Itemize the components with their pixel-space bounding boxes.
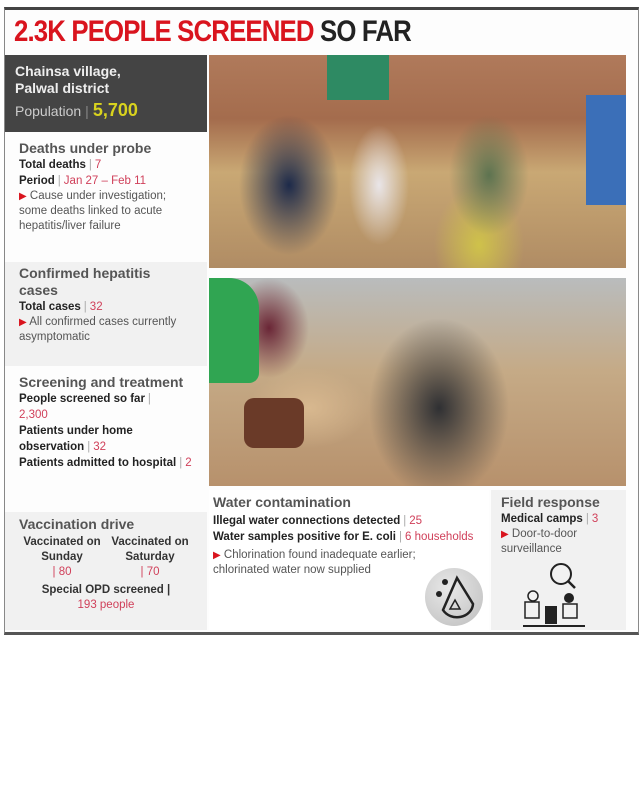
screening-section <box>5 374 207 471</box>
field-note: ▶ Door-to-door surveillance <box>501 528 578 555</box>
headline <box>14 15 411 49</box>
contaminated-water-drop-icon <box>425 568 483 626</box>
photo-courtyard-screening <box>209 55 626 268</box>
hospital-row: Patients admitted to hospital | 2 <box>19 457 192 469</box>
field-title: Field response <box>501 494 600 510</box>
location-panel <box>5 55 207 132</box>
ecoli-row: Water samples positive for E. coli | 6 households <box>213 531 474 543</box>
water-section <box>209 490 489 630</box>
screened-row: People screened so far | 2,300 <box>19 393 151 421</box>
arrow-icon: ▶ <box>501 529 509 540</box>
vaccination-title: Vaccination drive <box>19 516 135 532</box>
hepatitis-section <box>5 262 207 366</box>
illegal-connections-row: Illegal water connections detected | 25 <box>213 515 423 527</box>
deaths-note: ▶ Cause under investigation; some deaths linked to acute hepatitis/liver failure <box>19 190 167 232</box>
field-response-section <box>491 490 626 630</box>
vaccinated-sunday: Vaccinated on Sunday | 80 <box>23 536 101 578</box>
population-label: Population <box>15 103 82 119</box>
arrow-icon: ▶ <box>19 191 27 202</box>
water-title: Water contamination <box>213 494 351 510</box>
hepatitis-title: Confirmed hepatitis cases <box>19 265 151 298</box>
home-observation-row: Patients under home observation | 32 <box>19 425 133 453</box>
deaths-total: Total deaths | 7 <box>19 159 102 171</box>
arrow-icon: ▶ <box>213 550 221 561</box>
place-line2: Palwal district <box>15 80 110 96</box>
hepatitis-total: Total cases | 32 <box>19 301 103 313</box>
doctor-patient-consultation-icon <box>519 562 589 635</box>
special-opd: Special OPD screened | 193 people <box>41 584 171 611</box>
place-line1: Chainsa village, <box>15 63 121 79</box>
headline-highlight: 2.3K PEOPLE SCREENED <box>14 15 314 48</box>
photo-doctor-at-table <box>209 278 626 486</box>
arrow-icon: ▶ <box>19 317 27 328</box>
deaths-period: Period | Jan 27 – Feb 11 <box>19 175 147 187</box>
headline-rest: SO FAR <box>319 15 411 48</box>
deaths-section <box>5 140 207 234</box>
population: Population | 5,700 <box>15 100 138 120</box>
water-note: ▶ Chlorination found inadequate earlier; chlorinated water now supplied <box>213 549 416 576</box>
vaccinated-saturday: Vaccinated on Saturday | 70 <box>111 536 189 578</box>
population-value: 5,700 <box>92 100 138 120</box>
screening-title: Screening and treatment <box>19 374 184 390</box>
deaths-title: Deaths under probe <box>19 140 152 156</box>
medical-camps-row: Medical camps | 3 <box>501 513 599 525</box>
vaccination-section <box>5 512 207 630</box>
hepatitis-note: ▶ All confirmed cases currently asymptomatic <box>19 316 177 343</box>
